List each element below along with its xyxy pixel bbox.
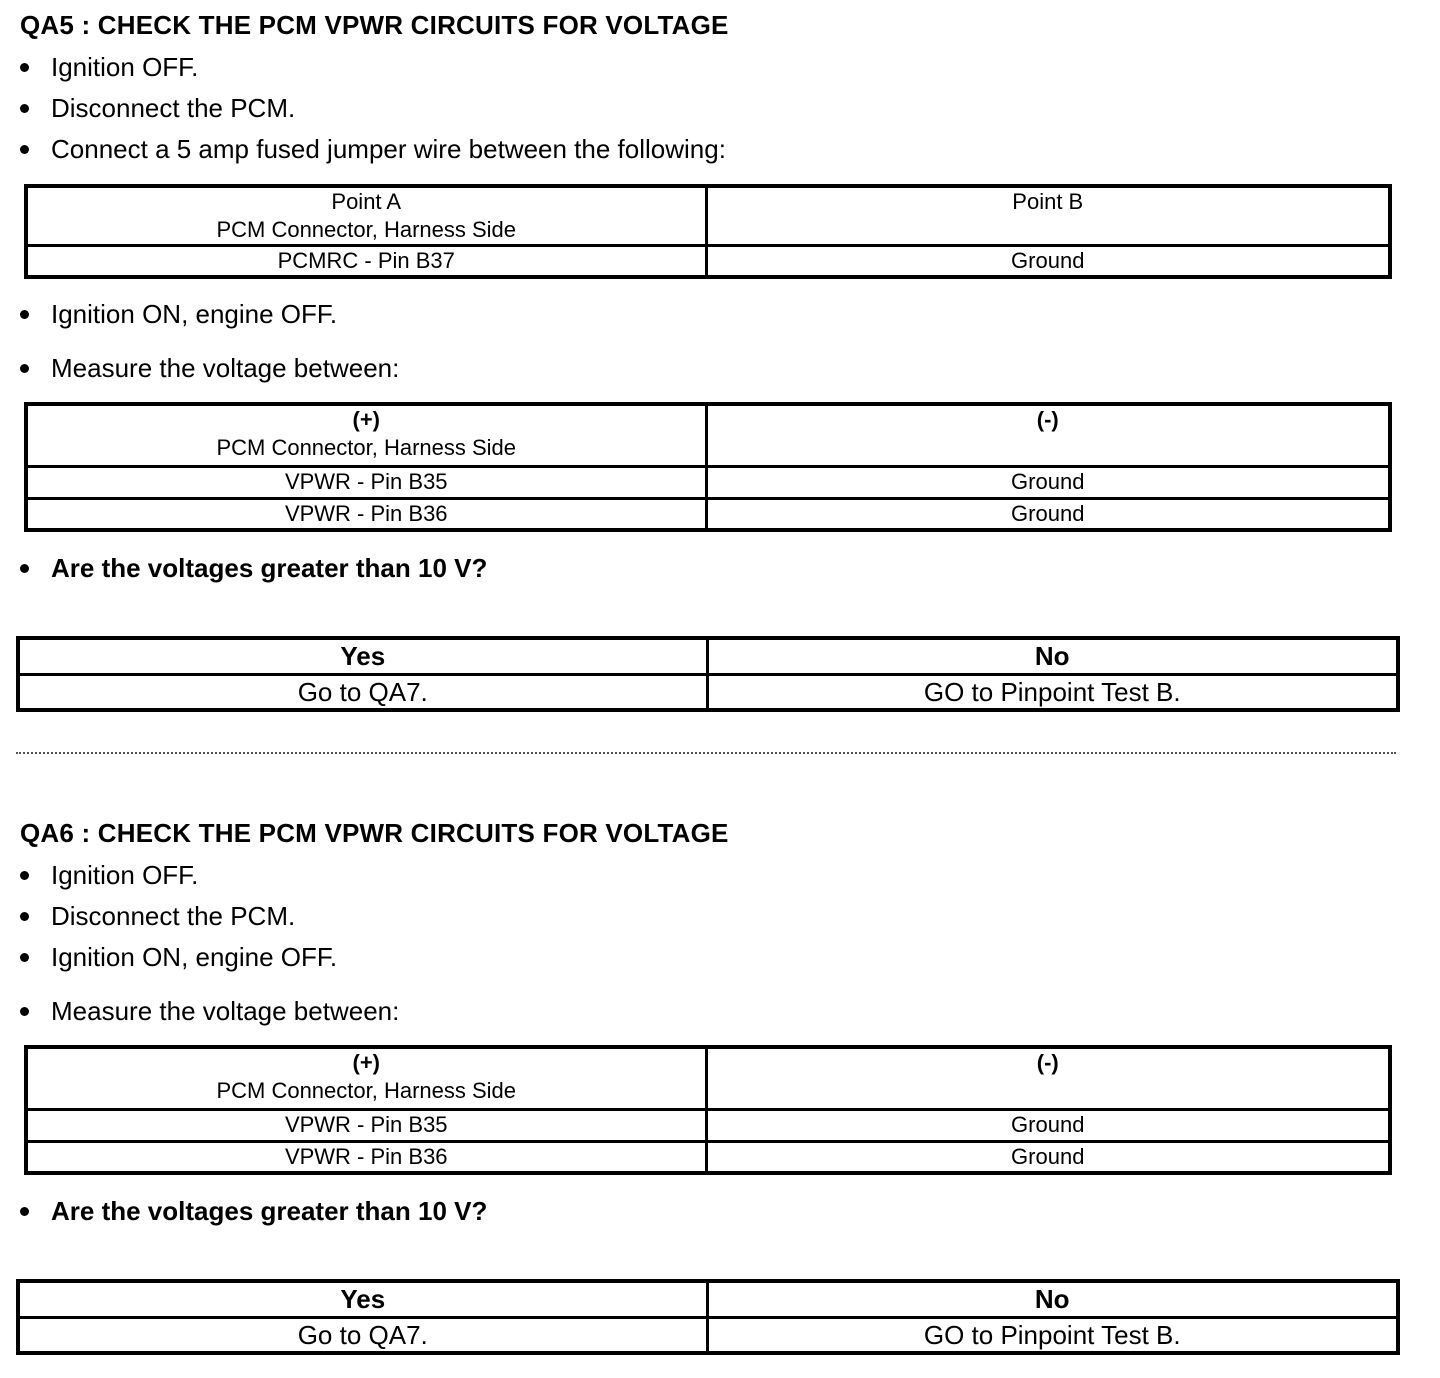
section-divider (16, 752, 1396, 754)
bullet-icon (20, 104, 29, 113)
table-header-row (26, 186, 1390, 246)
qa6-question (20, 1196, 487, 1227)
qa5-step-1 (20, 52, 198, 83)
qa6-step-3 (20, 942, 337, 973)
table-cell: VPWR - Pin B36 (26, 1141, 706, 1173)
table-cell: Ground (706, 246, 1390, 278)
no-header: No (707, 1281, 1398, 1317)
qa6-measure-table (24, 1045, 1392, 1175)
table-row (18, 1317, 1398, 1353)
negative-header: (-) (706, 404, 1390, 466)
bullet-icon (20, 953, 29, 962)
step-text: Disconnect the PCM. (51, 901, 296, 931)
point-b-header: Point B (706, 186, 1390, 246)
table-cell: Ground (706, 1141, 1390, 1173)
step-text: Ignition OFF. (51, 860, 199, 890)
table-header-row (26, 404, 1390, 466)
table-row (26, 1141, 1390, 1173)
positive-sublabel: PCM Connector, Harness Side (216, 1078, 517, 1103)
step-text: Connect a 5 amp fused jumper wire between the following: (51, 134, 726, 164)
table-row (26, 466, 1390, 498)
yes-action: Go to QA7. (18, 1317, 707, 1353)
negative-header: (-) (706, 1047, 1390, 1109)
qa5-question (20, 553, 487, 584)
yes-action: Go to QA7. (18, 674, 707, 710)
table-header-row (18, 1281, 1398, 1317)
positive-header (26, 404, 706, 466)
qa5-step-5 (20, 353, 399, 384)
no-action: GO to Pinpoint Test B. (707, 674, 1398, 710)
no-action: GO to Pinpoint Test B. (707, 1317, 1398, 1353)
table-cell: VPWR - Pin B36 (26, 498, 706, 530)
qa5-step-2 (20, 93, 295, 124)
point-a-label: Point A (331, 189, 402, 214)
bullet-icon (20, 364, 29, 373)
question-text: Are the voltages greater than 10 V? (51, 553, 488, 583)
positive-sublabel: PCM Connector, Harness Side (216, 435, 517, 460)
yes-header: Yes (18, 1281, 707, 1317)
bullet-icon (20, 63, 29, 72)
qa5-step-3 (20, 134, 726, 165)
table-row (26, 498, 1390, 530)
qa6-heading: QA6 : CHECK THE PCM VPWR CIRCUITS FOR VOLTAGE (20, 818, 729, 848)
point-a-sublabel: PCM Connector, Harness Side (216, 217, 517, 242)
step-text: Disconnect the PCM. (51, 93, 296, 123)
table-cell: VPWR - Pin B35 (26, 466, 706, 498)
qa5-jumper-table (24, 184, 1392, 279)
qa6-step-1 (20, 860, 198, 891)
qa5-heading: QA5 : CHECK THE PCM VPWR CIRCUITS FOR VOLTAGE (20, 10, 729, 40)
qa6-step-2 (20, 901, 295, 932)
bullet-icon (20, 564, 29, 573)
qa5-step-4 (20, 299, 337, 330)
step-text: Measure the voltage between: (51, 353, 400, 383)
bullet-icon (20, 1207, 29, 1216)
step-text: Measure the voltage between: (51, 996, 400, 1026)
bullet-icon (20, 1007, 29, 1016)
table-cell: Ground (706, 1109, 1390, 1141)
step-text: Ignition ON, engine OFF. (51, 299, 338, 329)
bullet-icon (20, 310, 29, 319)
table-cell: PCMRC - Pin B37 (26, 246, 706, 278)
table-cell: Ground (706, 498, 1390, 530)
table-cell: VPWR - Pin B35 (26, 1109, 706, 1141)
step-text: Ignition ON, engine OFF. (51, 942, 338, 972)
qa5-measure-table (24, 402, 1392, 532)
table-header-row (18, 638, 1398, 674)
table-header-row (26, 1047, 1390, 1109)
no-header: No (707, 638, 1398, 674)
bullet-icon (20, 145, 29, 154)
qa6-step-4 (20, 996, 399, 1027)
bullet-icon (20, 871, 29, 880)
table-cell: Ground (706, 466, 1390, 498)
step-text: Ignition OFF. (51, 52, 199, 82)
point-a-header (26, 186, 706, 246)
table-row (26, 246, 1390, 278)
qa5-decision-table (16, 636, 1400, 712)
table-row (26, 1109, 1390, 1141)
positive-header (26, 1047, 706, 1109)
qa6-decision-table (16, 1279, 1400, 1355)
bullet-icon (20, 912, 29, 921)
yes-header: Yes (18, 638, 707, 674)
positive-label: (+) (352, 407, 380, 432)
positive-label: (+) (352, 1050, 380, 1075)
question-text: Are the voltages greater than 10 V? (51, 1196, 488, 1226)
table-row (18, 674, 1398, 710)
